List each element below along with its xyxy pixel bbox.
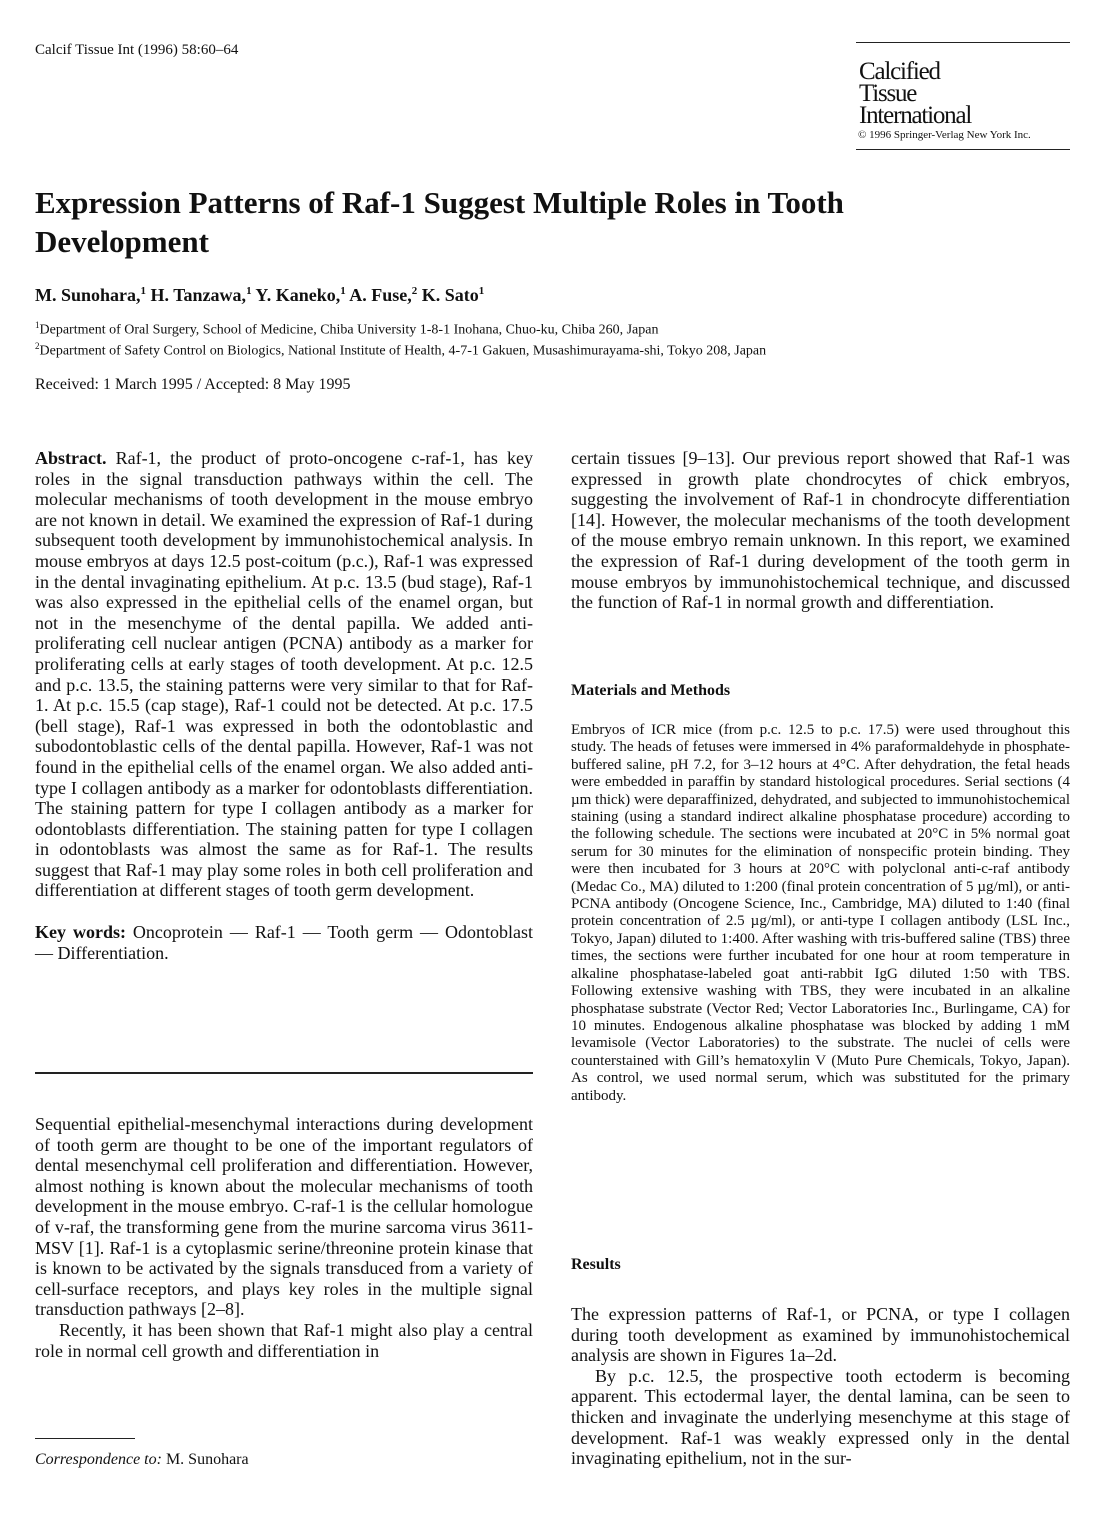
methods-section [571,722,1070,1105]
article-title: Expression Patterns of Raf-1 Suggest Multiple Roles in Tooth Development [35,185,844,259]
author-affil-mark: 1 [340,285,346,297]
methods-paragraph: Embryos of ICR mice (from p.c. 12.5 to p.c. 17.5) were used throughout this study. The heads of fetuses were immersed in 4% paraformaldehyde in phosphate-buffered saline, pH 7.2, for 3–12 hours at 4°C. After dehydration, the fetal heads were embedded in paraffin by standard histological procedures. Serial sections (4 µm thick) were deparaffinized, dehydrated, and subjected to immunohistochemical staining (using a standard indirect alkaline phosphatase procedure) according to the following schedule. The sections were incubated at 20°C in 5% normal goat serum for 30 minutes for the elimination of nonspecific protein binding. They were then incubated for 3 hours at 20°C with polyclonal anti-c-raf antibody (Medac Co., MA) diluted to 1:200 (final protein concentration of 5 µg/ml), or anti-PCNA antibody (Oncogene Science, Inc., Cambridge, MA) diluted to 1:40 (final protein concentration of 2.5 µg/ml), or anti-type I collagen antibody (LSL Inc., Tokyo, Japan) diluted to 1:400. After washing with tris-buffered saline (TBS) three times, the sections were further incubated for one hour at room temperature in alkaline phosphatase-labeled goat anti-rabbit IgG diluted 1:50 with TBS. Following extensive washing with TBS, they were incubated in an alkaline phosphatase substrate (Vector Red; Vector Laboratories Inc., Burlingame, CA) for 10 minutes. Endogenous alkaline phosphatase was blocked by adding 1 mM levamisole (Vector Laboratories) to the substrate. The nuclei of cells were counterstained with Gill’s hematoxylin V (Muto Pure Chemicals, Tokyo, Japan). As control, we used normal serum, which was substituted for the primary antibody. [571,722,1070,1104]
author-list [35,285,484,306]
journal-name-line: International [859,102,972,129]
abstract [35,448,533,901]
intro-continued: certain tissues [9–13]. Our previous report showed that Raf-1 was expressed in growth plate chondrocytes of chick embryos, suggesting the involvement of Raf-1 in chondrocyte differentiation [14]. However, the molecular mechanisms of the tooth development of the mouse embryo remain unknown. In this report, we examined the expression of Raf-1 during development of the tooth germ in mouse embryos by immunohistochemical technique, and discussed the function of Raf-1 in normal growth and differentiation. [571,448,1070,613]
affiliation-text: Department of Oral Surgery, School of Medicine, Chiba University 1-8-1 Inohana, Chuo-ku, Chiba 260, Japan [39,322,659,338]
results-paragraph: By p.c. 12.5, the prospective tooth ectoderm is becoming apparent. This ectodermal layer, the dental lamina, can be seen to thicken and invaginate the underlying mesenchyme at this stage of development. Raf-1 was weakly expressed only in the dental invaginating epithelium, not in the sur- [571,1365,1070,1469]
results-section [571,1304,1070,1469]
author-affil-mark: 1 [478,285,485,297]
affiliation [35,320,658,339]
section-divider [35,1072,533,1074]
author-affil-mark: 1 [246,285,252,297]
affiliation-number: 1 [35,320,40,330]
keywords-label: Key words: [35,922,126,943]
footnote-divider [35,1438,135,1439]
abstract-text: Raf-1, the product of proto-oncogene c-raf-1, has key roles in the signal transduction pathways within the cell. The molecular mechanisms of tooth development in the mouse embryo are not known in detail. We examined the expression of Raf-1 during subsequent tooth development by immunohistochemical analysis. In mouse embryos at days 12.5 post-coitum (p.c.), Raf-1 was expressed in the dental invaginating epithelium. At p.c. 13.5 (bud stage), Raf-1 was also expressed in the epithelial cells of the enamel organ, but not in the mesenchyme of the dental papilla. We added anti-proliferating cell nuclear antigen (PCNA) antibody as a marker for proliferating cells at early stages of tooth development. At p.c. 12.5 and p.c. 13.5, the staining patterns were very similar to that for Raf-1. At p.c. 15.5 (cap stage), Raf-1 could not be detected. At p.c. 17.5 (bell stage), Raf-1 was expressed in both the odontoblastic and subodontoblastic cells of the dental papilla. However, Raf-1 was not found in the epithelial cells of the enamel organ. We also added anti-type I collagen antibody as a marker for odontoblasts differentiation. The staining pattern for type I collagen antibody as a marker for odontoblasts differentiation. The staining patten for type I collagen in odontoblasts was almost the same as for Raf-1. The results suggest that Raf-1 may play some roles in both cell proliferation and differentiation at different stages of tooth germ development. [35,448,533,901]
introduction [35,1114,533,1361]
affiliation-text: Department of Safety Control on Biologics, National Institute of Health, 4-7-1 Gakuen, Musashimurayama-shi, Tokyo 208, Japan [39,343,767,359]
journal-name-line: Tissue [859,80,917,107]
abstract-label: Abstract. [35,448,107,468]
received-dates: Received: 1 March 1995 / Accepted: 8 May 1995 [35,376,351,393]
author-name: A. Fuse, [349,285,412,305]
right-intro [571,448,1070,613]
left-column [35,448,533,963]
correspondence [35,1451,249,1469]
keywords [35,922,533,963]
correspondence-name: M. Sunohara [165,1451,249,1468]
author-name: K. Sato [421,285,479,305]
keywords-text: Oncoprotein — Raf-1 — Tooth germ — Odontoblast — Differentiation. [35,922,533,963]
author-name: M. Sunohara, [35,285,141,305]
intro-paragraph: Sequential epithelial-mesenchymal interactions during development of tooth germ are thought to be one of the important regulators of dental mesenchymal cell proliferation and differentiation. However, almost nothing is known about the molecular mechanisms of tooth development in the mouse embryo. C-raf-1 is the cellular homologue of v-raf, the transforming gene from the murine sarcoma virus 3611-MSV [1]. Raf-1 is a cytoplasmic serine/threonine protein kinase that is known to be activated by the signals transduced from a variety of cell-surface receptors, and plays key roles in the multiple signal transduction pathways [2–8]. [35,1114,533,1320]
journal-citation: Calcif Tissue Int (1996) 58:60–64 [35,42,239,58]
methods-heading: Materials and Methods [571,682,731,699]
correspondence-label: Correspondence to: [35,1451,162,1468]
affiliation-number: 2 [35,341,40,351]
affiliation [35,341,766,360]
journal-logo-block [856,42,1070,150]
results-heading: Results [571,1256,621,1273]
author-affil-mark: 1 [140,285,147,297]
author-name: Y. Kaneko, [255,285,341,305]
journal-copyright: © 1996 Springer-Verlag New York Inc. [858,129,1031,141]
results-paragraph: The expression patterns of Raf-1, or PCNA, or type I collagen during tooth development as examined by immunohistochemical analysis are shown in Figures 1a–2d. [571,1304,1070,1366]
intro-paragraph: Recently, it has been shown that Raf-1 might also play a central role in normal cell growth and differentiation in [35,1319,533,1361]
author-affil-mark: 2 [411,285,418,297]
journal-name-line: Calcified [859,58,940,85]
author-name: H. Tanzawa, [150,285,247,305]
journal-logo [859,58,972,129]
